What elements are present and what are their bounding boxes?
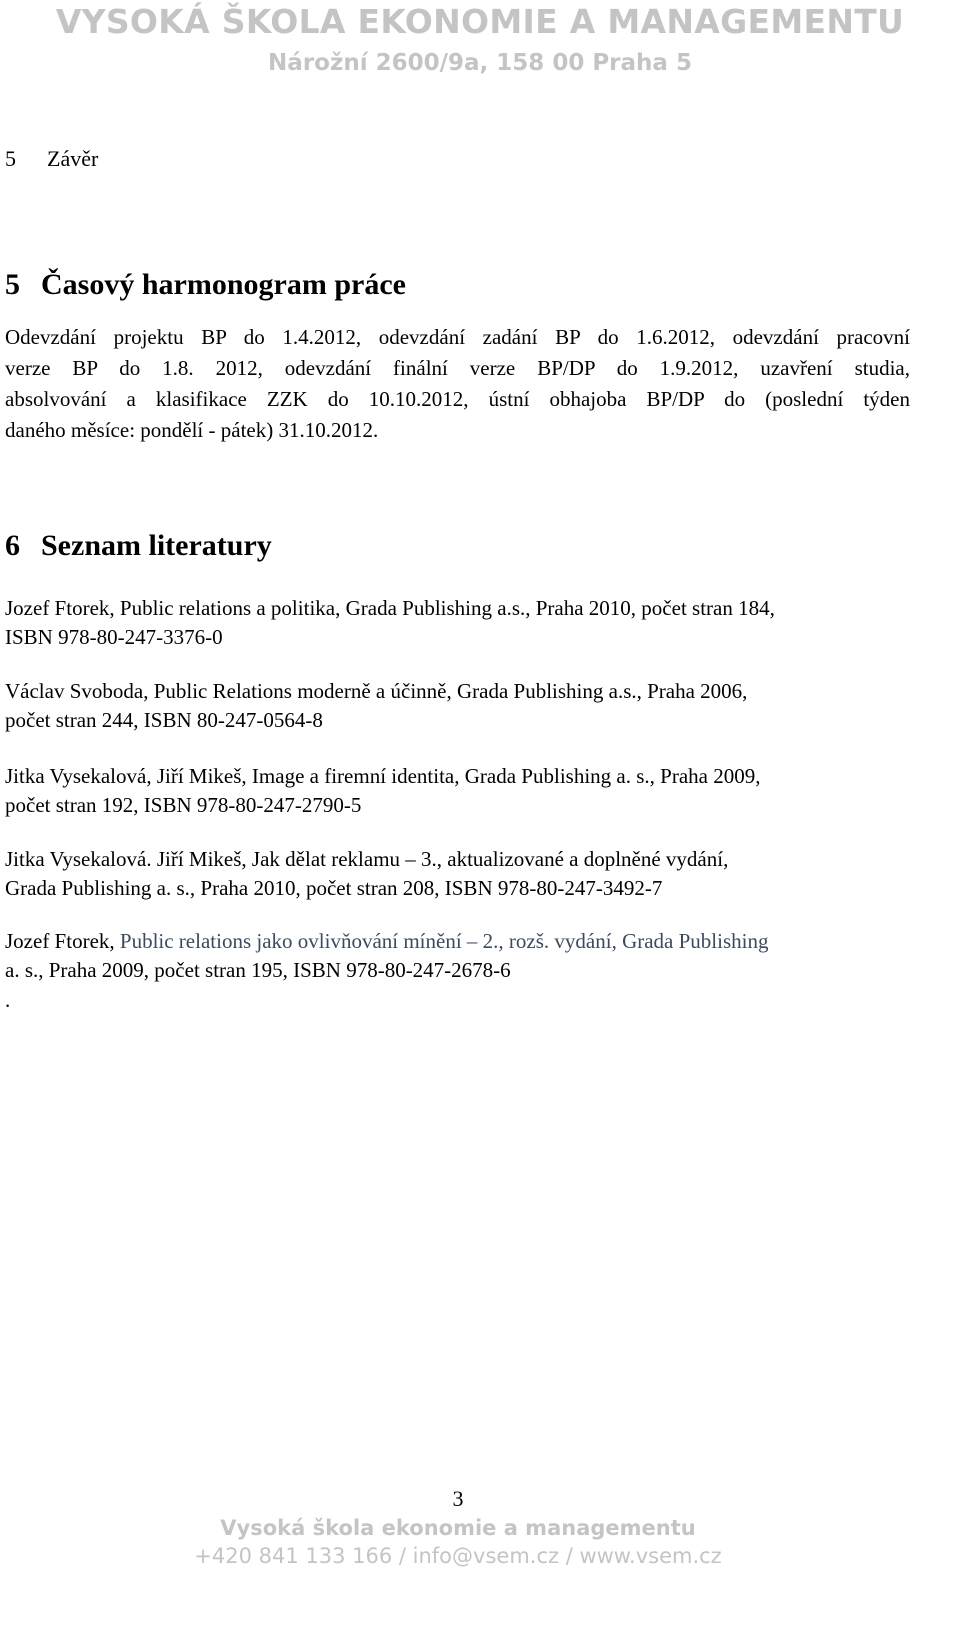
- reference-line: Jitka Vysekalová, Jiří Mikeš, Image a firemní identita, Grada Publishing a. s., Praha 2009,: [5, 764, 761, 788]
- section-heading-schedule: [5, 268, 406, 302]
- footer-school-name: Vysoká škola ekonomie a managementu: [220, 1516, 696, 1540]
- reference-title: Public relations jako ovlivňování mínění – 2., rozš. vydání, Grada Publishing: [119, 929, 769, 953]
- section-heading-literature: [5, 529, 272, 563]
- section-title: Seznam literatury: [41, 529, 272, 562]
- section-number: 6: [5, 529, 20, 562]
- reference-item: [5, 677, 747, 735]
- schedule-line-2: verze BP do 1.8. 2012, odevzdání finální verze BP/DP do 1.9.2012, uzavření studia,: [5, 356, 910, 380]
- reference-item: [5, 927, 768, 985]
- toc-label: Závěr: [47, 146, 99, 171]
- footer-contact: +420 841 133 166 / info@vsem.cz / www.vsem.cz: [194, 1544, 722, 1568]
- trailing-dot: .: [5, 988, 11, 1012]
- schedule-line-1: Odevzdání projektu BP do 1.4.2012, odevzdání zadání BP do 1.6.2012, odevzdání pracovní: [5, 325, 910, 349]
- schedule-line-4: daného měsíce: pondělí - pátek) 31.10.2012.: [5, 418, 379, 442]
- reference-item: [5, 594, 775, 652]
- reference-line: Grada Publishing a. s., Praha 2010, počet stran 208, ISBN 978-80-247-3492-7: [5, 876, 663, 900]
- reference-line: Jozef Ftorek, Public relations a politika, Grada Publishing a.s., Praha 2010, počet stran 184,: [5, 596, 775, 620]
- reference-author: Jozef Ftorek,: [5, 929, 120, 953]
- reference-line: počet stran 244, ISBN 80-247-0564-8: [5, 708, 323, 732]
- schedule-paragraph: [5, 322, 910, 446]
- reference-line: Václav Svoboda, Public Relations moderně a účinně, Grada Publishing a.s., Praha 2006,: [5, 679, 748, 703]
- reference-line: Jitka Vysekalová. Jiří Mikeš, Jak dělat reklamu – 3., aktualizované a doplněné vydání,: [5, 847, 729, 871]
- reference-line: a. s., Praha 2009, počet stran 195, ISBN 978-80-247-2678-6: [5, 958, 511, 982]
- reference-line: [5, 927, 768, 956]
- reference-line: počet stran 192, ISBN 978-80-247-2790-5: [5, 793, 362, 817]
- schedule-line-3: absolvování a klasifikace ZZK do 10.10.2012, ústní obhajoba BP/DP do (poslední týden: [5, 387, 910, 411]
- reference-item: [5, 762, 760, 820]
- reference-item: [5, 845, 728, 903]
- school-name-header: VYSOKÁ ŠKOLA EKONOMIE A MANAGEMENTU: [55, 2, 905, 41]
- school-address-header: Nárožní 2600/9a, 158 00 Praha 5: [268, 50, 692, 76]
- section-number: 5: [5, 268, 20, 301]
- reference-line: ISBN 978-80-247-3376-0: [5, 625, 223, 649]
- page-number: 3: [452, 1486, 464, 1511]
- section-title: Časový harmonogram práce: [41, 268, 406, 301]
- toc-number: 5: [5, 146, 16, 171]
- toc-line: [5, 146, 98, 172]
